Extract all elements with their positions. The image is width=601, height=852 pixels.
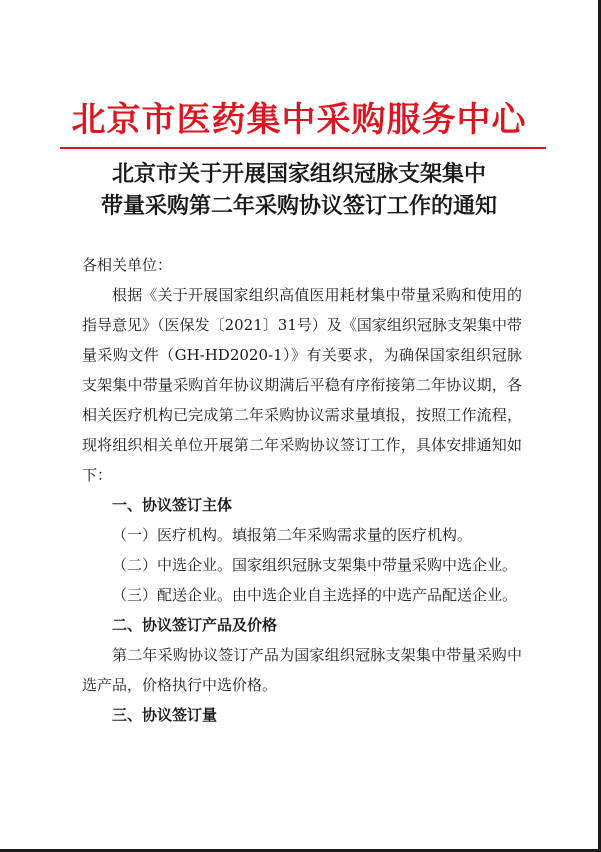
intro-paragraph: 根据《关于开展国家组织高值医用耗材集中带量采购和使用的指导意见》（医保发〔2021〕31号）及《国家组织冠脉支架集中带量采购文件（GH-HD2020-1）》有关要求，为确保国家组织冠脉支架集中带量采购首年协议期满后平稳有序衔接第二年协议期，各相关医疗机构已完成第二年采购协议需求量填报，按照工作流程，现将组织相关单位开展第二年采购协议签订工作，具体安排通知如下： — [82, 286, 522, 484]
section-1-item-3: （三）配送企业。由中选企业自主选择的中选产品配送企业。 — [112, 586, 518, 604]
section-3-heading: 三、协议签订量 — [112, 706, 218, 724]
document-title — [0, 158, 598, 222]
section-2-text: 第二年采购协议签订产品为国家组织冠脉支架集中带量采购中选产品，价格执行中选价格。 — [82, 646, 522, 694]
section-1-item-2: （二）中选企业。国家组织冠脉支架集中带量采购中选企业。 — [112, 556, 518, 574]
section-2-heading: 二、协议签订产品及价格 — [112, 616, 278, 634]
document-body — [82, 250, 522, 730]
issuing-organization-header: 北京市医药集中采购服务中心 — [71, 100, 527, 140]
salutation: 各相关单位： — [82, 256, 173, 274]
red-divider-line — [60, 147, 546, 149]
title-line-2: 带量采购第二年采购协议签订工作的通知 — [100, 193, 497, 219]
section-1-heading: 一、协议签订主体 — [112, 496, 233, 514]
section-1-item-1: （一）医疗机构。填报第二年采购需求量的医疗机构。 — [112, 526, 473, 544]
title-line-1: 北京市关于开展国家组织冠脉支架集中 — [111, 161, 486, 187]
